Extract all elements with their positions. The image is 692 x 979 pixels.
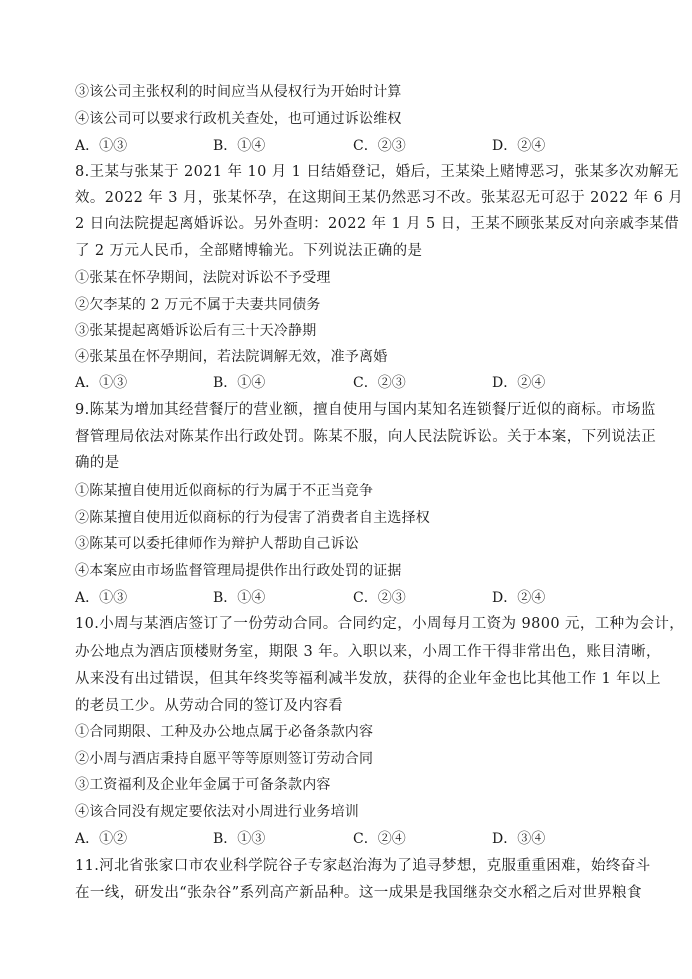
statement-4: ④本案应由市场监督管理局提供作出行政处罚的证据 [75,563,402,579]
option-c: C．②③ [353,138,406,154]
question-stem-line: 督管理局依法对陈某作出行政处罚。陈某不服，向人民法院诉讼。关于本案，下列说法正 [75,429,657,445]
question-stem-line: 确的是 [75,455,120,471]
question-stem-line: 11.河北省张家口市农业科学院谷子专家赵治海为了追寻梦想，克服重重困难，始终奋斗 [75,858,651,874]
question-stem-line: 9.陈某为增加其经营餐厅的营业额，擅自使用与国内某知名连锁餐厅近似的商标。市场监 [75,402,656,418]
statement-3: ③该公司主张权利的时间应当从侵权行为开始时计算 [75,84,402,100]
option-b: B．①③ [213,831,266,847]
statement-1: ①陈某擅自使用近似商标的行为属于不正当竞争 [75,483,374,499]
question-stem-line: 10.小周与某酒店签订了一份劳动合同。合同约定，小周每月工资为 9800 元，工种为会计， [75,616,685,632]
option-d: D．②④ [492,375,546,391]
statement-4: ④该公司可以要求行政机关查处，也可通过诉讼维权 [75,111,402,127]
option-c: C．②④ [353,831,406,847]
option-d: D．②④ [492,138,546,154]
question-stem-line: 的老员工少。从劳动合同的签订及内容看 [75,698,344,714]
statement-2: ②欠李某的 2 万元不属于夫妻共同债务 [75,297,321,313]
option-a: A．①③ [75,375,128,391]
option-a: A．①③ [75,138,128,154]
statement-3: ③陈某可以委托律师作为辩护人帮助自己诉讼 [75,536,359,552]
statement-1: ①张某在怀孕期间，法院对诉讼不予受理 [75,270,331,286]
option-a: A．①③ [75,590,128,606]
option-b: B．①④ [213,590,266,606]
question-stem-line: 从来没有出过错误，但其年终奖等福利减半发放，获得的企业年金也比其他工作 1 年以上 [75,671,661,687]
statement-4: ④张某虽在怀孕期间，若法院调解无效，准予离婚 [75,349,388,365]
option-c: C．②③ [353,375,406,391]
option-b: B．①④ [213,375,266,391]
statement-3: ③工资福利及企业年金属于可备条款内容 [75,777,331,793]
statement-3: ③张某提起离婚诉讼后有三十天冷静期 [75,323,317,339]
option-d: D．③④ [492,831,546,847]
question-stem-line: 在一线，研发出“张杂谷”系列高产新品种。这一成果是我国继杂交水稻之后对世界粮食 [75,885,642,901]
question-stem-line: 了 2 万元人民币，全部赌博输光。下列说法正确的是 [75,243,423,259]
statement-4: ④该合同没有规定要依法对小周进行业务培训 [75,804,359,820]
question-stem-line: 8.王某与张某于 2021 年 10 月 1 日结婚登记，婚后，王某染上赌博恶习，张某多次劝解无 [75,164,679,180]
option-d: D．②④ [492,590,546,606]
question-stem-line: 2 日向法院提起离婚诉讼。另外查明：2022 年 1 月 5 日，王某不顾张某反对向亲戚李某借 [75,216,680,232]
question-stem-line: 效。2022 年 3 月，张某怀孕，在这期间王某仍然恶习不改。张某忍无可忍于 2022 年 6 月 [75,190,684,206]
statement-2: ②小周与酒店秉持自愿平等等原则签订劳动合同 [75,751,374,767]
option-a: A．①② [75,831,128,847]
question-stem-line: 办公地点为酒店顶楼财务室，期限 3 年。入职以来，小周工作干得非常出色，账目清晰， [75,644,661,660]
statement-2: ②陈某擅自使用近似商标的行为侵害了消费者自主选择权 [75,510,430,526]
statement-1: ①合同期限、工种及办公地点属于必备条款内容 [75,724,374,740]
option-c: C．②③ [353,590,406,606]
option-b: B．①④ [213,138,266,154]
